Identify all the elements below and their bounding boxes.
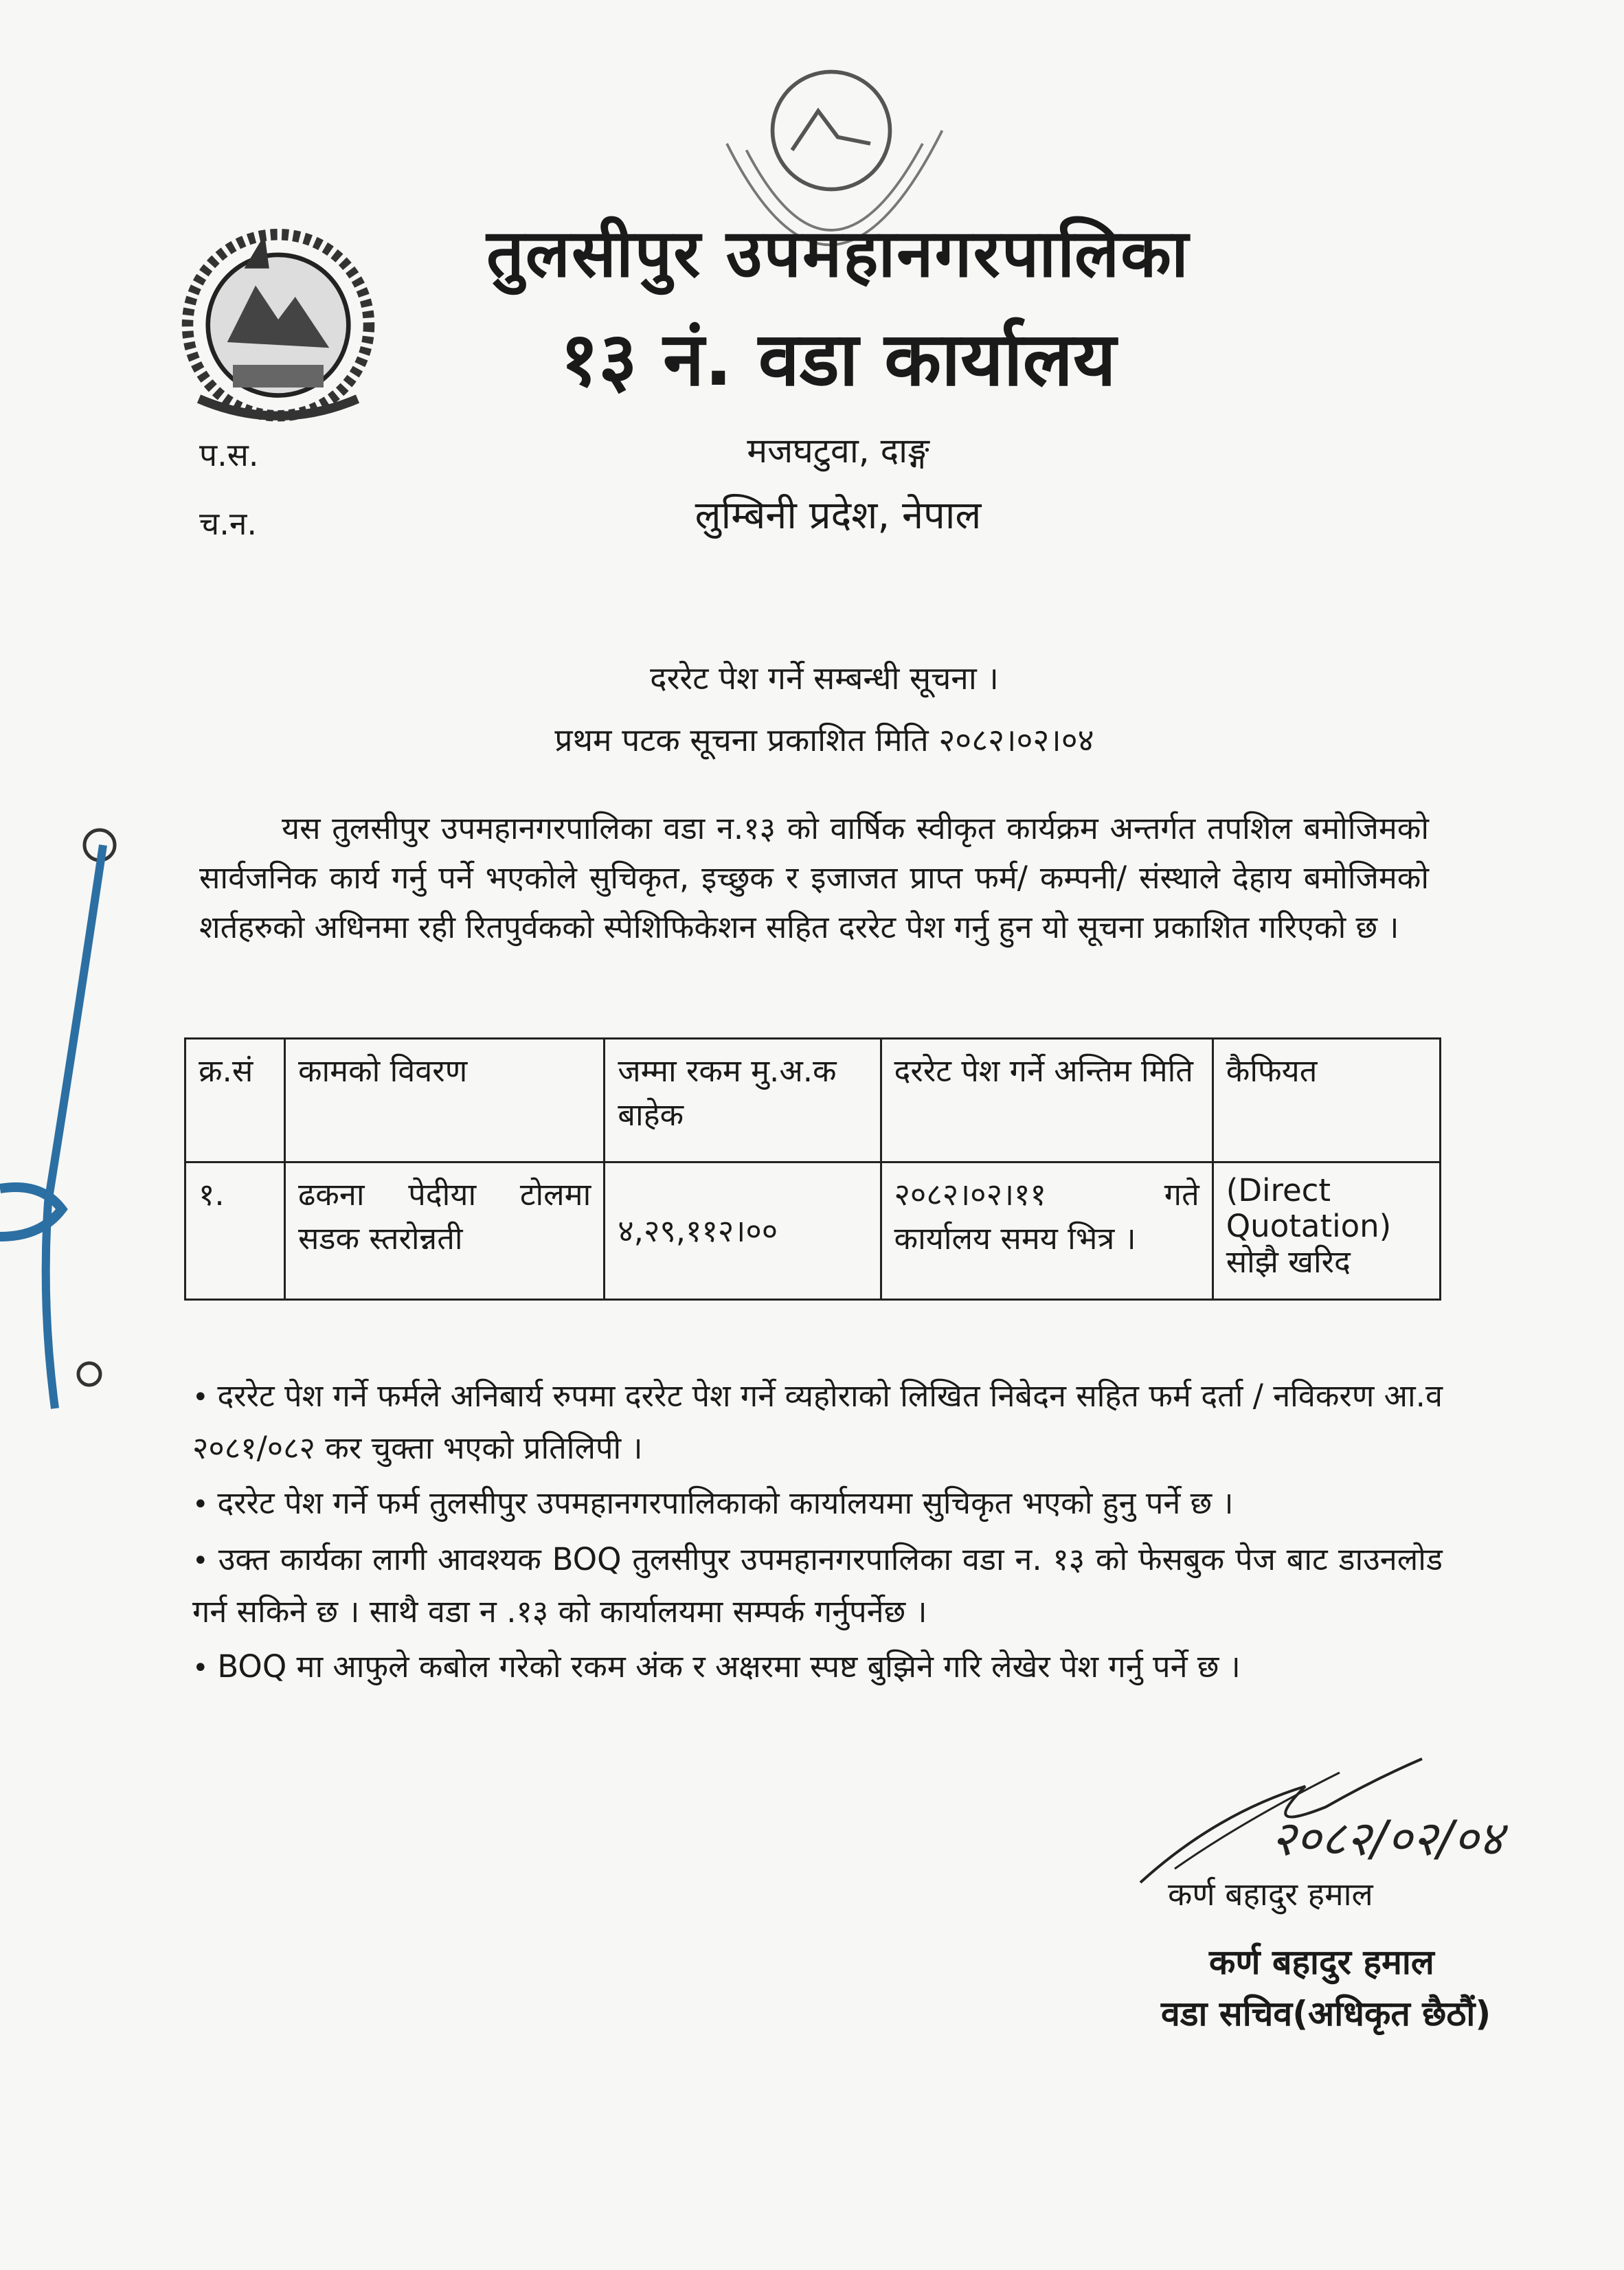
org-name: तुलसीपुर उपमहानगरपालिका <box>486 215 1190 292</box>
ref-label-ps: प.स. <box>199 436 259 473</box>
cell-description: ढकना पेदीया टोलमा सडक स्तरोन्नती <box>284 1162 604 1300</box>
cell-sn: १. <box>185 1162 285 1300</box>
header-remarks: कैफियत <box>1213 1039 1440 1162</box>
signer-name: कर्ण बहादुर हमाल <box>1168 1876 1373 1913</box>
header-amount: जम्मा रकम मु.अ.क बाहेक <box>605 1039 881 1162</box>
list-item: • BOQ मा आफुले कबोल गरेको रकम अंक र अक्षरमा स्पष्ट बुझिने गरि लेखेर पेश गर्नु पर्ने छ । <box>192 1641 1443 1694</box>
list-item: • दररेट पेश गर्ने फर्म तुलसीपुर उपमहानगरपालिकाको कार्यालयमा सुचिकृत भएको हुनु पर्ने छ । <box>192 1478 1443 1530</box>
published-date: प्रथम पटक सूचना प्रकाशित मिति २०८२।०२।०४ <box>554 721 1094 758</box>
table-header-row <box>185 1039 1441 1162</box>
list-item: • दररेट पेश गर्ने फर्मले अनिबार्य रुपमा दररेट पेश गर्ने व्यहोराको लिखित निबेदन सहित फर्म दर्ता / नविकरण आ.व २०८१/०८२ कर चुक्ता भएको प्रतिलिपी । <box>192 1371 1443 1474</box>
nepal-government-emblem-icon <box>165 206 392 433</box>
conditions-list <box>192 1371 1443 1698</box>
cell-remarks <box>1213 1162 1440 1300</box>
handwritten-signature <box>1134 1731 1518 1889</box>
notice-paragraph: यस तुलसीपुर उपमहानगरपालिका वडा न.१३ को वार्षिक स्वीकृत कार्यक्रम अन्तर्गत तपशिल बमोजिमको सार्वजनिक कार्य गर्नु पर्ने भएकोले सुचिकृत, इच्छुक र इजाजत प्राप्त फर्म/ कम्पनी/ संस्थाले देहाय बमोजिमको शर्तहरुको अधिनमा रही रितपुर्वकको स्पेशिफिकेशन सहित दररेट पेश गर्नु हुन यो सूचना प्रकाशित गरिएको छ । <box>199 810 1429 945</box>
list-item: • उक्त कार्यका लागी आवश्यक BOQ तुलसीपुर उपमहानगरपालिका वडा न. १३ को फेसबुक पेज बाट डाउनलोड गर्न सकिने छ । साथै वडा न .१३ को कार्यालयमा सम्पर्क गर्नुपर्नेछ । <box>192 1534 1443 1637</box>
address-line-1: मजघटुवा, दाङ्ग <box>747 431 929 471</box>
header-deadline: दररेट पेश गर्ने अन्तिम मिति <box>881 1039 1213 1162</box>
cell-deadline <box>881 1162 1213 1300</box>
ref-label-cn: च.न. <box>199 505 257 542</box>
table-row <box>185 1162 1441 1300</box>
remarks-nepali: सोझै खरिद <box>1226 1244 1351 1280</box>
notice-subject: दररेट पेश गर्ने सम्बन्धी सूचना । <box>650 660 999 697</box>
office-name: १३ नं. वडा कार्यालय <box>560 317 1116 403</box>
remarks-method: (Direct Quotation) <box>1226 1172 1392 1244</box>
deadline-date: २०८२।०२।११ गते <box>894 1176 1199 1213</box>
header-sn: क्र.सं <box>185 1039 285 1162</box>
stamp-signer-name: कर्ण बहादुर हमाल <box>1209 1942 1434 1982</box>
binding-thread-icon <box>0 824 151 1443</box>
cell-amount: ४,२९,११२।०० <box>605 1162 881 1300</box>
work-details-table <box>184 1037 1441 1301</box>
header-description: कामको विवरण <box>284 1039 604 1162</box>
handwritten-date: २०८२/०२/०४ <box>1271 1810 1504 1867</box>
deadline-time: कार्यालय समय भित्र । <box>894 1220 1136 1257</box>
ward-office-round-stamp-icon <box>701 52 962 340</box>
stamp-signer-title: वडा सचिव(अधिकृत छैठौं) <box>1161 1994 1491 2034</box>
address-line-2: लुम्बिनी प्रदेश, नेपाल <box>695 493 982 538</box>
